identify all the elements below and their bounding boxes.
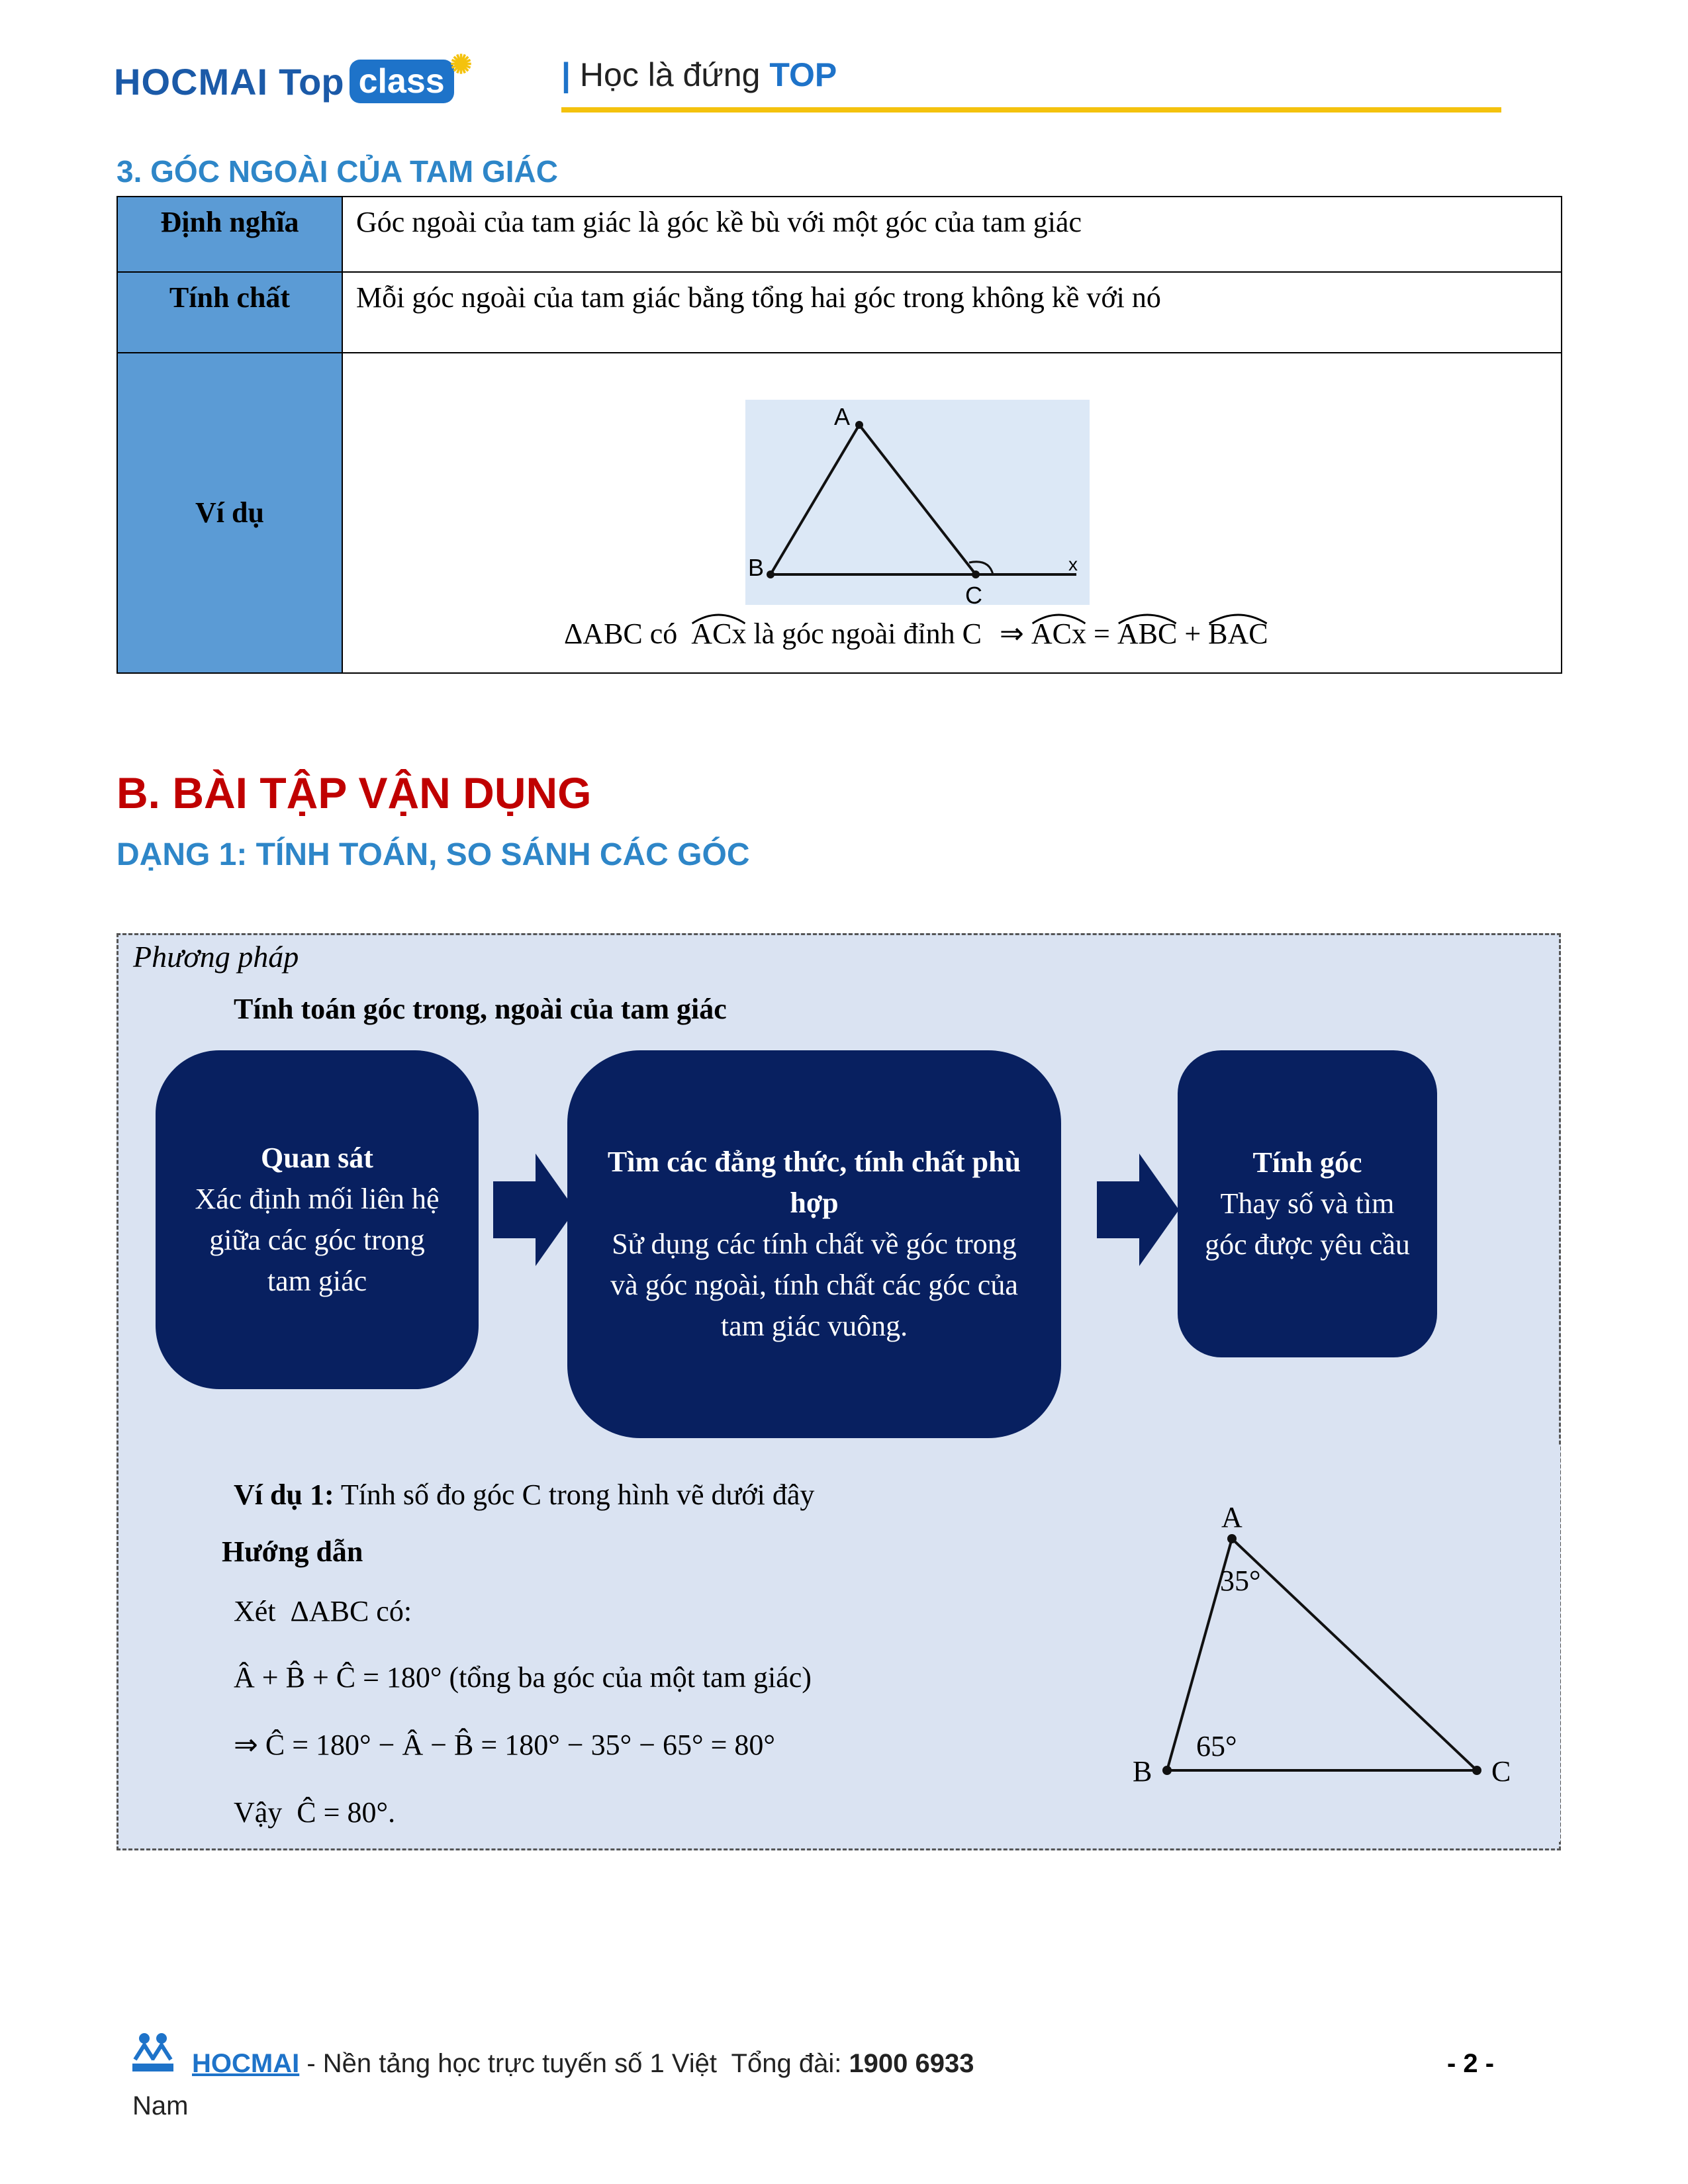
logo-class-text: class (350, 60, 454, 103)
caption-plus: + (1184, 617, 1201, 650)
slogan-bar: | (561, 56, 571, 93)
acx2-text: ACx (1031, 617, 1087, 650)
step2-text: Sử dụng các tính chất về góc trong và góc ngoài, tính chất các góc của tam giác vuông. (610, 1228, 1018, 1342)
method-heading: Tính toán góc trong, ngoài của tam giác (234, 993, 727, 1025)
footer-line (192, 2049, 974, 2079)
line2-math: Â + B̂ + Ĉ = 180° (234, 1661, 442, 1694)
acx1-text: ACx (691, 617, 747, 650)
example1-line4: Vậy Ĉ = 80°. (234, 1796, 396, 1829)
step2-title: Tìm các đẳng thức, tính chất phù hợp (607, 1146, 1021, 1219)
section-b-title: B. BÀI TẬP VẬN DỤNG (117, 768, 592, 817)
caption-acx2 (1031, 617, 1086, 651)
point-c (972, 570, 980, 578)
angle-b-label: 65° (1196, 1730, 1237, 1762)
point-a (1227, 1534, 1237, 1543)
label-c: C (965, 582, 982, 605)
flow-step-compute (1178, 1050, 1437, 1357)
step1-text: Xác định mối liên hệ giữa các góc trong tam giác (195, 1183, 440, 1297)
table-label-definition: Định nghĩa (117, 197, 342, 272)
point-b (767, 570, 774, 578)
page-number: - 2 - (1447, 2049, 1495, 2078)
arrow-right-icon (1097, 1154, 1179, 1266)
flow-step-find (567, 1050, 1061, 1438)
line2-note: (tổng ba góc của một tam giác) (449, 1661, 812, 1694)
example1-triangle-figure (938, 1445, 1560, 1862)
example1-line3: ⇒ Ĉ = 180° − Â − B̂ = 180° − 35° − 65° = 80° (234, 1729, 776, 1761)
example-caption (564, 617, 1268, 651)
table-label-example: Ví dụ (117, 353, 342, 673)
hocmai-small-logo-icon (131, 2030, 175, 2074)
label-a: A (834, 403, 851, 430)
section3-title: 3. GÓC NGOÀI CỦA TAM GIÁC (117, 154, 558, 189)
caption-part1: ΔABC có (564, 617, 678, 650)
angle-a-label: 35° (1220, 1565, 1261, 1597)
label-a: A (1221, 1501, 1243, 1533)
footer-phone: 1900 6933 (849, 2049, 974, 2078)
caption-acx1 (691, 617, 746, 651)
table-row (117, 197, 1562, 272)
slogan (561, 56, 837, 94)
sun-icon: ✺ (449, 50, 473, 79)
bac-text: BAC (1208, 617, 1268, 650)
header-underline (561, 107, 1501, 113)
hocmai-topclass-logo (114, 52, 472, 111)
hat-icon (1208, 610, 1268, 625)
example1-label: Ví dụ 1: (234, 1479, 334, 1511)
footer-tail: Nam (132, 2091, 189, 2120)
logo-top-text: Top (279, 60, 344, 103)
abc-text: ABC (1117, 617, 1178, 650)
example1-line2 (234, 1661, 812, 1694)
label-c: C (1491, 1755, 1511, 1788)
method-box (117, 933, 1561, 1850)
step3-text: Thay số và tìm góc được yêu cầu (1205, 1187, 1410, 1261)
example1-line1: Xét ΔABC có: (234, 1595, 412, 1627)
table-value-definition: Góc ngoài của tam giác là góc kề bù với một góc của tam giác (342, 197, 1562, 272)
label-b: B (748, 554, 765, 581)
table-label-property: Tính chất (117, 272, 342, 353)
exterior-angle-figure (745, 400, 1090, 605)
caption-bac (1208, 617, 1268, 651)
caption-abc (1117, 617, 1177, 651)
arrow-right-icon (493, 1154, 575, 1266)
logo-hocmai-text: HOCMAI (114, 60, 269, 103)
caption-part2: là góc ngoài đỉnh C (753, 617, 982, 650)
flow-step-observe (156, 1050, 479, 1389)
hat-icon (1031, 610, 1086, 625)
label-x: x (1068, 554, 1078, 574)
slogan-text: Học là đứng (579, 56, 761, 93)
step1-title: Quan sát (261, 1142, 373, 1174)
caption-arrow: ⇒ (1000, 617, 1024, 650)
caption-eq: = (1094, 617, 1110, 650)
point-c (1472, 1766, 1481, 1775)
step3-title: Tính góc (1252, 1146, 1362, 1179)
point-b (1162, 1766, 1172, 1775)
method-label: Phương pháp (133, 940, 299, 974)
footer-brand-link[interactable]: HOCMAI (192, 2049, 300, 2078)
section-b-subtitle: DẠNG 1: TÍNH TOÁN, SO SÁNH CÁC GÓC (117, 837, 750, 872)
label-b: B (1133, 1755, 1152, 1788)
point-a (855, 421, 863, 429)
hat-icon (691, 610, 746, 625)
footer-text: - Nền tảng học trực tuyến số 1 Việt Tổng đài: (299, 2049, 849, 2078)
hat-icon (1117, 610, 1177, 625)
example1-question (234, 1478, 814, 1512)
example1-guide: Hướng dẫn (222, 1535, 363, 1568)
figure-bg (938, 1445, 1560, 1842)
table-row (117, 272, 1562, 353)
table-value-property: Mỗi góc ngoài của tam giác bằng tổng hai góc trong không kề với nó (342, 272, 1562, 353)
slogan-top: TOP (769, 56, 837, 93)
example1-question-text: Tính số đo góc C trong hình vẽ dưới đây (340, 1479, 815, 1511)
